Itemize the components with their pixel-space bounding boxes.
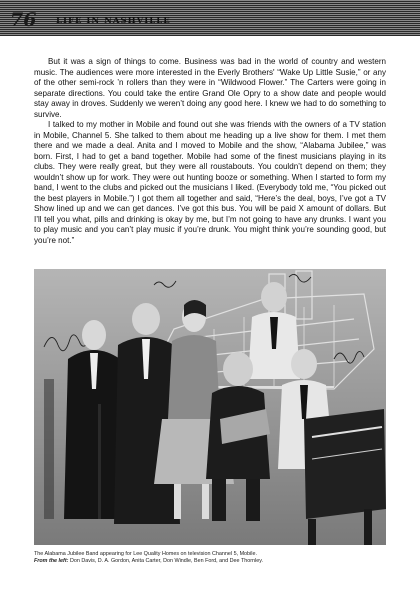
band-photo (34, 269, 386, 545)
body-text (34, 57, 386, 246)
paragraph: I talked to my mother in Mobile and found out she was friends with the owners of a TV station in Mobile, Channel 5. She talked to them about me heading up a live show for them. I met them there and we made a deal. Anita and I moved to Mobile and the show, “Alabama Jubilee,” was born. First, I had to get a band together. Mobile had some of the finest musicians playing in its clubs. They were really great, but they were all roustabouts. You couldn’t depend on them; they wouldn’t show up for work. They were out hunting booze or something. When I started to form my band, I went to the clubs and picked out the musicians I liked. (Everybody told me, “You picked out the best players in Mobile.”) I got them all together and said, “Here’s the deal, boys, I’ve got a TV Show lined up and we can get dances. I’ve got this bus. You will be paid X amount of dollars. But I’ll tell you what, pills and drinking is okay by me, but I’m not going to have any drunks. I want you to play music and you can’t play music if you’re drunk. You might think you’re sounding good, but you’re not.” (34, 120, 386, 245)
page-header (0, 0, 420, 36)
caption-lead: From the left: (34, 558, 69, 564)
caption-credits (34, 558, 394, 565)
paragraph: But it was a sign of things to come. Business was bad in the world of country and western music. The audiences were more interested in the Everly Brothers' “Wake Up Little Susie,” or any of the other semi-rock ’n rollers than they were in “Wildwood Flower.” The Carters were going in separate directions. You could take the entire Grand Ole Opry to a show date and people would stay away in droves. Suddenly we weren’t doing any good here. I knew we had to do something to survive. (34, 57, 386, 119)
caption-names: Don Davis, D. A. Gordon, Anita Carter, Don Windle, Ben Ford, and Dee Thornley. (68, 558, 264, 564)
photo-caption (34, 551, 394, 565)
caption-line: The Alabama Jubilee Band appearing for Lee Quality Homes on television Channel 5, Mobile. (34, 551, 257, 557)
running-title: LIFE IN NASHVILLE (56, 16, 171, 26)
band-photo-image (34, 269, 386, 545)
page-number: 76 (10, 9, 37, 31)
